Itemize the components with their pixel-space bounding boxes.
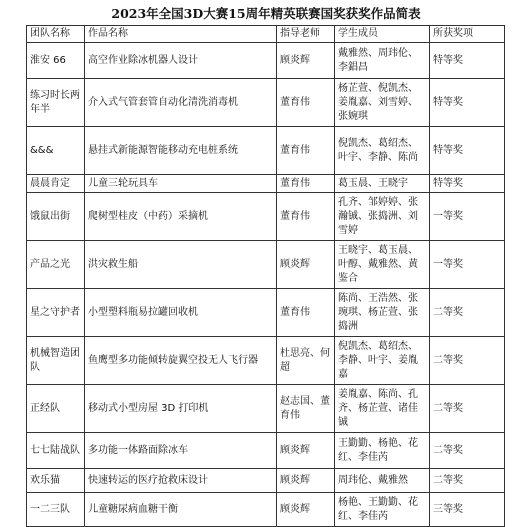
teacher-name: 董育伟: [277, 193, 335, 241]
header-teacher: 指导老师: [277, 26, 335, 43]
team-name: 淮安 66: [27, 43, 85, 79]
award: 特等奖: [430, 175, 505, 193]
award: 特等奖: [430, 43, 505, 79]
work-name: 悬挂式新能源智能移动充电桩系统: [85, 127, 277, 175]
teacher-name: 董育伟: [277, 175, 335, 193]
work-name: 移动式小型房屋 3D 打印机: [85, 385, 277, 433]
table-row: [27, 193, 505, 241]
teacher-name: 董育伟: [277, 289, 335, 337]
student-members: 倪凯杰、葛绍杰、叶宇、李静、陈尚: [335, 127, 430, 175]
table-row: [27, 127, 505, 175]
student-members: 戴雅然、周玮伦、李錩昌: [335, 43, 430, 79]
student-members: 姜胤嘉、陈尚、孔齐、杨芷萱、诸佳铖: [335, 385, 430, 433]
work-name: 高空作业除冰机器人设计: [85, 43, 277, 79]
teacher-name: 杜思亮、何超: [277, 337, 335, 385]
work-name: 多功能一体路面除冰车: [85, 433, 277, 469]
team-name: 正经队: [27, 385, 85, 433]
work-name: 儿童三轮玩具车: [85, 175, 277, 193]
header-members: 学生成员: [335, 26, 430, 43]
award: 二等奖: [430, 289, 505, 337]
work-name: 爬树型桂皮（中药）采摘机: [85, 193, 277, 241]
award: 二等奖: [430, 337, 505, 385]
table-row: [27, 337, 505, 385]
team-name: 晨晨肯定: [27, 175, 85, 193]
work-name: 小型塑料瓶易拉罐回收机: [85, 289, 277, 337]
team-name: 练习时长两年半: [27, 79, 85, 127]
teacher-name: 顾炎辉: [277, 241, 335, 289]
student-members: 陈尚、王浩然、张琬琪、杨芷萱、张捣洲: [335, 289, 430, 337]
award: 特等奖: [430, 79, 505, 127]
teacher-name: 董育伟: [277, 127, 335, 175]
header-work: 作品名称: [85, 26, 277, 43]
work-name: 洪灾救生船: [85, 241, 277, 289]
teacher-name: 顾炎辉: [277, 433, 335, 469]
student-members: 杨艳、王勤勤、花红、李佳芮: [335, 493, 430, 527]
awards-table: [26, 25, 505, 527]
team-name: &&&: [27, 127, 85, 175]
work-name: 鱼鹰型多功能倾转旋翼空投无人飞行器: [85, 337, 277, 385]
student-members: 周玮伦、戴雅然: [335, 469, 430, 493]
team-name: 机械智造团队: [27, 337, 85, 385]
student-members: 杨芷萱、倪凯杰、姜胤嘉、刘雪婷、张婉琪: [335, 79, 430, 127]
table-row: [27, 43, 505, 79]
student-members: 孔齐、邹婷婷、张瀚铖、张捣洲、刘雪婷: [335, 193, 430, 241]
award: 二等奖: [430, 469, 505, 493]
teacher-name: 顾炎辉: [277, 43, 335, 79]
table-row: [27, 385, 505, 433]
teacher-name: 董育伟: [277, 79, 335, 127]
award: 特等奖: [430, 127, 505, 175]
team-name: 七七陆战队: [27, 433, 85, 469]
award: 二等奖: [430, 433, 505, 469]
teacher-name: 赵志国、董育伟: [277, 385, 335, 433]
team-name: 饿鼠出街: [27, 193, 85, 241]
student-members: 王晓宇、葛玉晨、叶醇、戴雅然、黄鉴合: [335, 241, 430, 289]
header-team: 团队名称: [27, 26, 85, 43]
work-name: 介入式气管套管自动化清洗消毒机: [85, 79, 277, 127]
teacher-name: 顾炎辉: [277, 469, 335, 493]
table-row: [27, 289, 505, 337]
work-name: 快速转运的医疗抢救床设计: [85, 469, 277, 493]
table-header-row: [27, 26, 505, 43]
table-row: [27, 493, 505, 527]
student-members: 王勤勤、杨艳、花红、李佳芮: [335, 433, 430, 469]
student-members: 葛玉晨、王晓宇: [335, 175, 430, 193]
table-row: [27, 79, 505, 127]
table-row: [27, 433, 505, 469]
table-row: [27, 241, 505, 289]
team-name: 星之守护者: [27, 289, 85, 337]
award: 三等奖: [430, 493, 505, 527]
award: 二等奖: [430, 385, 505, 433]
student-members: 倪凯杰、葛绍杰、李静、叶宇、姜胤嘉: [335, 337, 430, 385]
page-title: 2023年全国3D大赛15周年精英联赛国奖获奖作品简表: [111, 6, 421, 21]
teacher-name: 顾炎辉: [277, 493, 335, 527]
award: 一等奖: [430, 241, 505, 289]
team-name: 产品之光: [27, 241, 85, 289]
team-name: 一二三队: [27, 493, 85, 527]
header-award: 所获奖项: [430, 26, 505, 43]
team-name: 欢乐猫: [27, 469, 85, 493]
work-name: 儿童糖尿病血糖干衡: [85, 493, 277, 527]
award: 一等奖: [430, 193, 505, 241]
table-row: [27, 175, 505, 193]
